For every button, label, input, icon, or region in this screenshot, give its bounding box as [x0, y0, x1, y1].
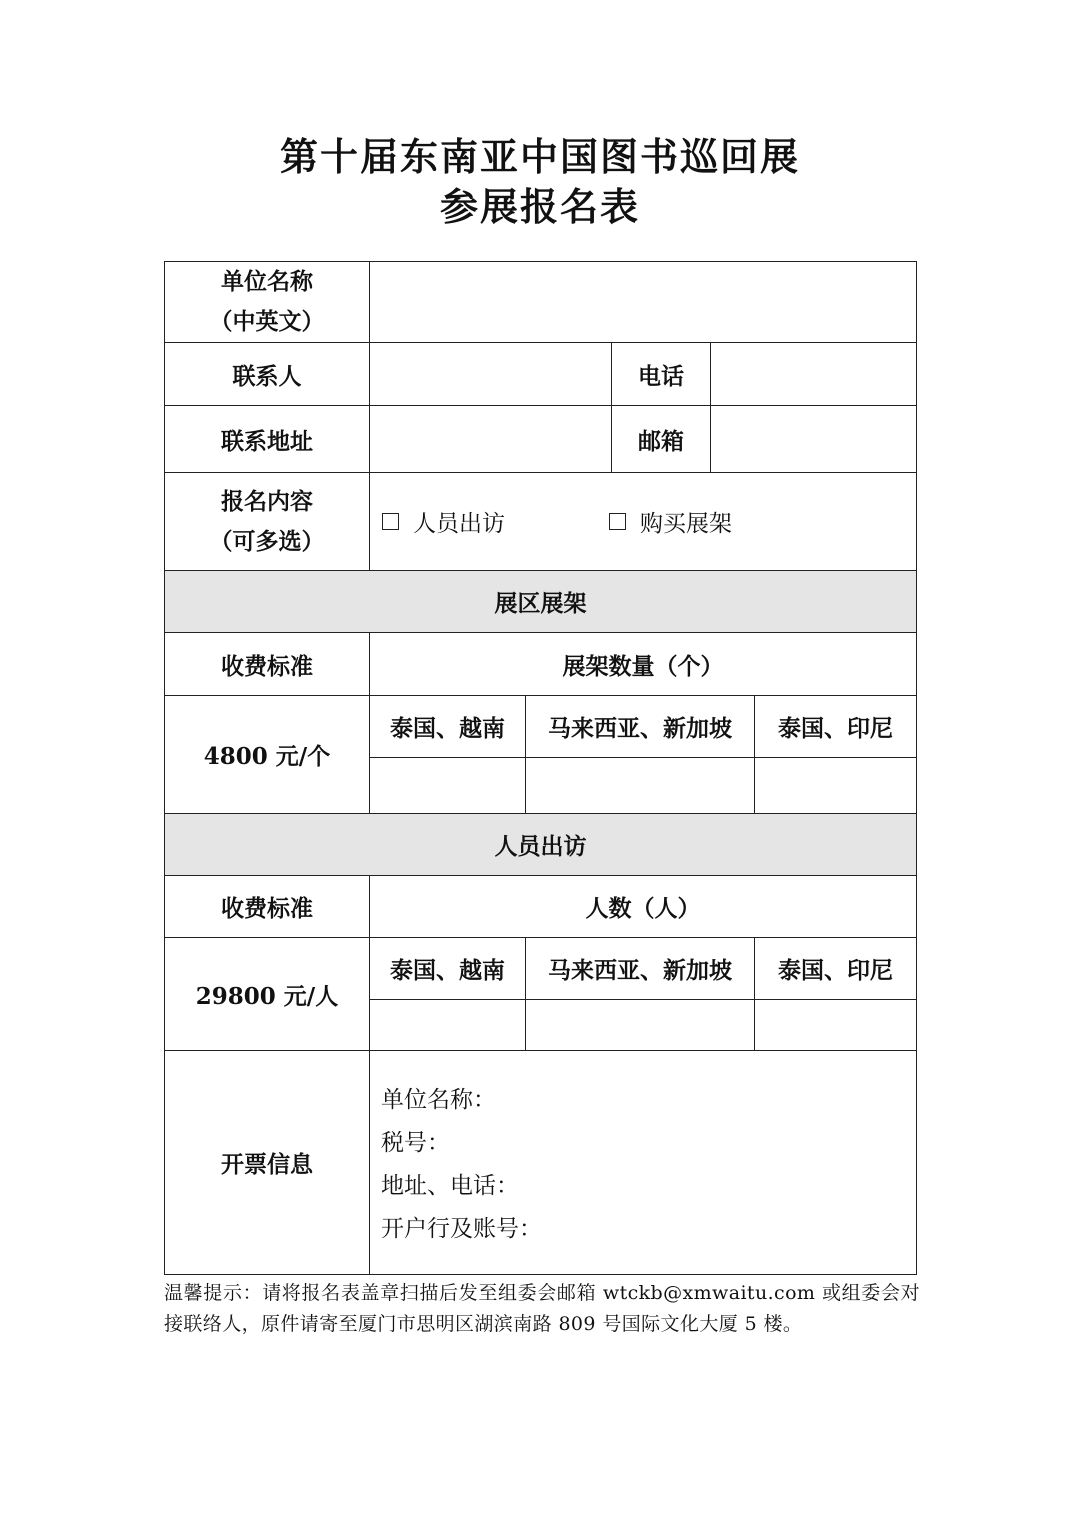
address-field[interactable]	[370, 406, 612, 473]
org-name-field[interactable]	[370, 262, 917, 343]
form-subtitle: 参展报名表	[439, 184, 640, 229]
shelves-qty-field-3[interactable]	[755, 758, 917, 814]
invoice-fields[interactable]	[370, 1051, 917, 1275]
visit-region-1: 泰国、越南	[370, 938, 526, 1000]
invoice-org-name: 单位名称：	[381, 1086, 496, 1113]
contact-field[interactable]	[370, 343, 612, 406]
invoice-bank-account: 开户行及账号：	[381, 1215, 542, 1242]
visit-section-header: 人员出访	[165, 814, 917, 876]
shelves-region-1: 泰国、越南	[370, 696, 526, 758]
checkbox-shelf[interactable]	[609, 513, 626, 530]
phone-field[interactable]	[711, 343, 917, 406]
option-visit[interactable]: 人员出访	[382, 505, 505, 538]
visit-qty-field-3[interactable]	[755, 1000, 917, 1051]
form-title: 第十届东南亚中国图书巡回展	[279, 134, 800, 179]
shelves-fee-label: 收费标准	[165, 633, 370, 696]
email-label: 邮箱	[612, 406, 711, 473]
shelves-quantity-header: 展架数量（个）	[370, 633, 917, 696]
visit-fee-label: 收费标准	[165, 876, 370, 938]
shelves-qty-field-2[interactable]	[526, 758, 755, 814]
content-options	[370, 473, 917, 571]
visit-price: 29800 元/人	[165, 938, 370, 1051]
email-field[interactable]	[711, 406, 917, 473]
content-label: 报名内容 （可多选）	[165, 473, 370, 571]
shelves-qty-field-1[interactable]	[370, 758, 526, 814]
shelves-region-2: 马来西亚、新加坡	[526, 696, 755, 758]
checkbox-visit[interactable]	[382, 513, 399, 530]
shelves-section-header: 展区展架	[165, 571, 917, 633]
submission-note: 温馨提示：请将报名表盖章扫描后发至组委会邮箱 wtckb@xmwaitu.com 或组委会对接联络人，原件请寄至厦门市思明区湖滨南路 809 号国际文化大厦 5 楼。	[164, 1282, 920, 1335]
visit-qty-field-1[interactable]	[370, 1000, 526, 1051]
org-name-label: 单位名称 （中英文）	[165, 262, 370, 343]
shelves-region-3: 泰国、印尼	[755, 696, 917, 758]
address-label: 联系地址	[165, 406, 370, 473]
shelves-price: 4800 元/个	[165, 696, 370, 814]
visit-quantity-header: 人数（人）	[370, 876, 917, 938]
phone-label: 电话	[612, 343, 711, 406]
visit-region-2: 马来西亚、新加坡	[526, 938, 755, 1000]
invoice-tax-id: 税号：	[381, 1129, 450, 1156]
visit-qty-field-2[interactable]	[526, 1000, 755, 1051]
invoice-address-phone: 地址、电话：	[381, 1172, 519, 1199]
registration-table	[164, 261, 917, 1275]
visit-region-3: 泰国、印尼	[755, 938, 917, 1000]
option-shelf[interactable]: 购买展架	[609, 505, 732, 538]
contact-label: 联系人	[165, 343, 370, 406]
invoice-label: 开票信息	[165, 1051, 370, 1275]
